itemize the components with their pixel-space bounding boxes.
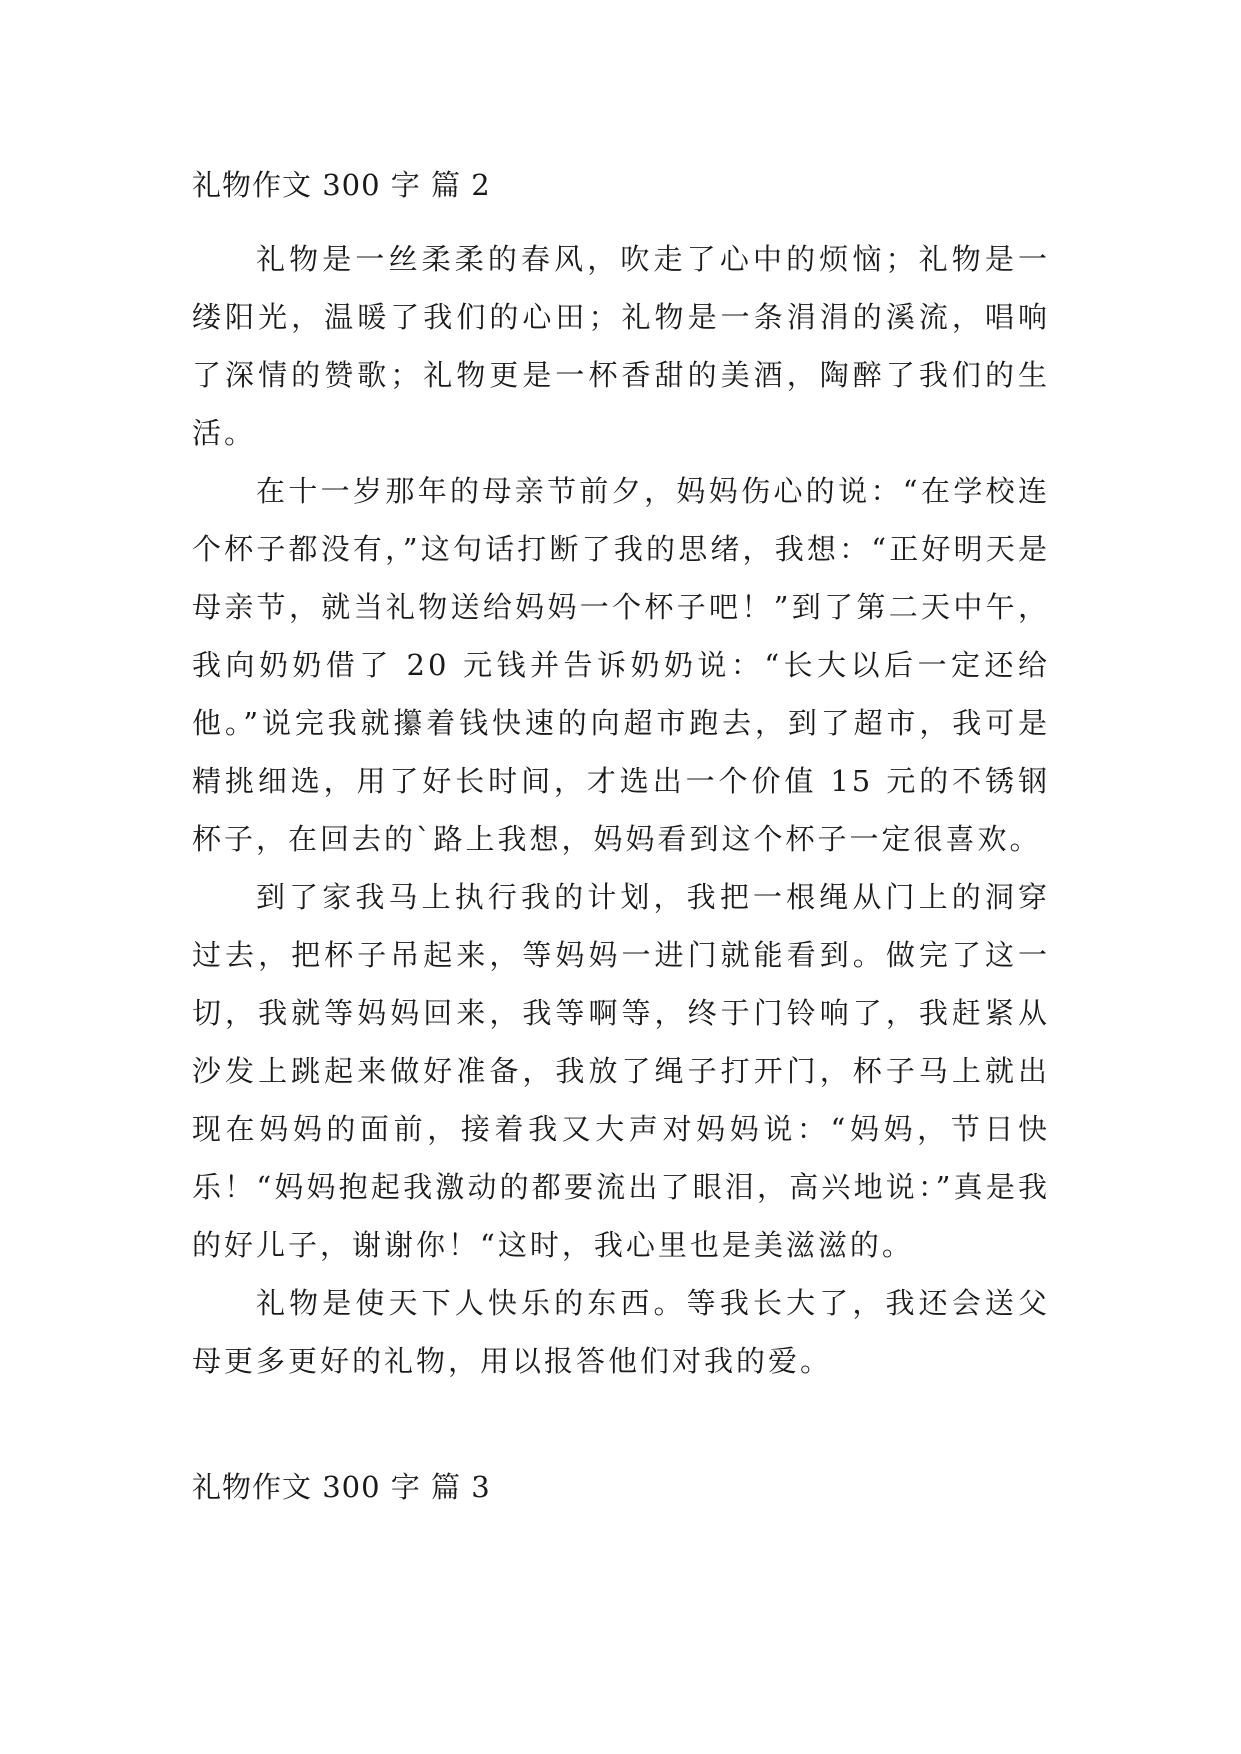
section-2 [192, 158, 1050, 212]
paragraph: 在十一岁那年的母亲节前夕，妈妈伤心的说：“在学校连个杯子都没有，”这句话打断了我的思绪，我想：“正好明天是母亲节，就当礼物送给妈妈一个杯子吧！”到了第二天中午，我向奶奶借了 20 元钱并告诉奶奶说：“长大以后一定还给他。”说完我就攥着钱快速的向超市跑去，到了超市，我可是精挑细选，用了好长时间，才选出一个价值 15 元的不锈钢杯子，在回去的`路上我想，妈妈看到这个杯子一定很喜欢。 [192, 474, 1050, 856]
paragraph: 礼物是一丝柔柔的春风，吹走了心中的烦恼；礼物是一缕阳光，温暖了我们的心田；礼物是一条涓涓的溪流，唱响了深情的赞歌；礼物更是一杯香甜的美酒，陶醉了我们的生活。 [192, 242, 1050, 450]
document-body [192, 158, 1050, 1514]
paragraph: 礼物是使天下人快乐的东西。等我长大了，我还会送父母更多更好的礼物，用以报答他们对我的爱。 [192, 1286, 1050, 1378]
paragraph: 到了家我马上执行我的计划，我把一根绳从门上的洞穿过去，把杯子吊起来，等妈妈一进门就能看到。做完了这一切，我就等妈妈回来，我等啊等，终于门铃响了，我赶紧从沙发上跳起来做好准备，我放了绳子打开门，杯子马上就出现在妈妈的面前，接着我又大声对妈妈说：“妈妈，节日快乐！“妈妈抱起我激动的都要流出了眼泪，高兴地说：”真是我的好儿子，谢谢你！“这时，我心里也是美滋滋的。 [192, 880, 1050, 1262]
section-title: 礼物作文 300 字 篇 3 [192, 1470, 491, 1504]
section-title: 礼物作文 300 字 篇 2 [192, 168, 491, 202]
